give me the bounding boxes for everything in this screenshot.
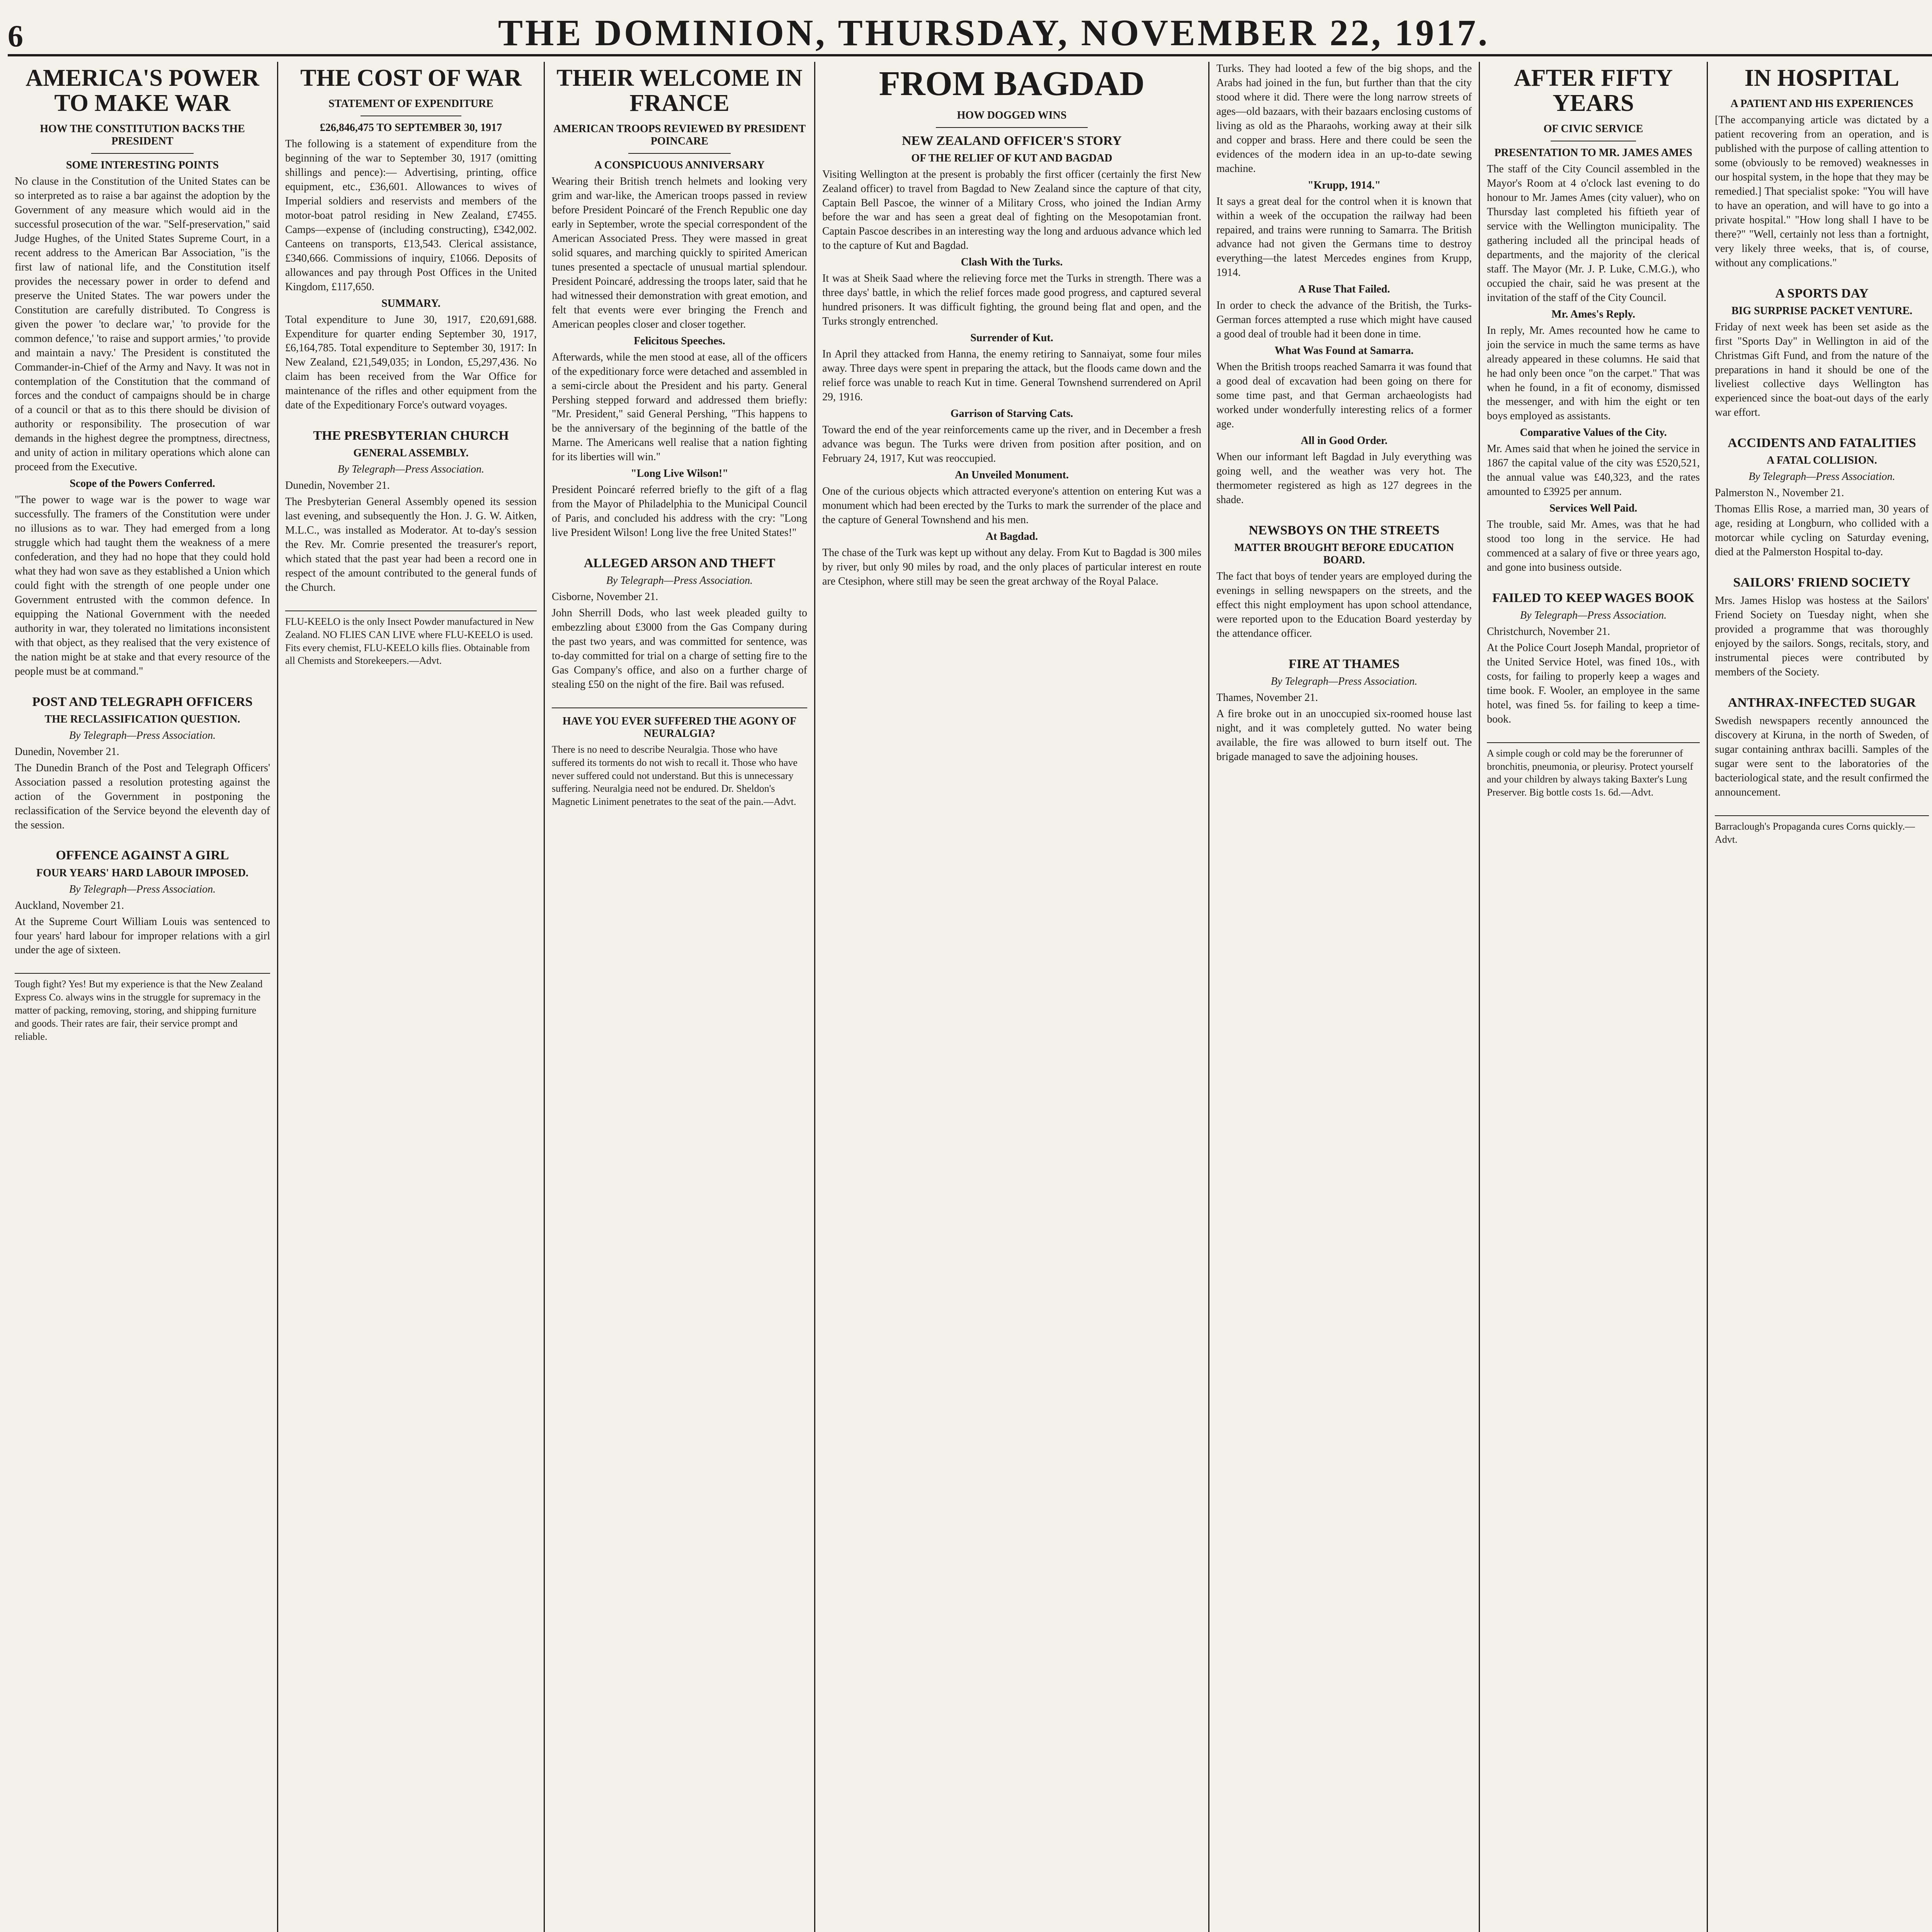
byline: By Telegraph—Press Association.	[1520, 609, 1667, 622]
byline: By Telegraph—Press Association.	[69, 729, 216, 742]
article-cost-of-war	[285, 66, 537, 413]
article-offence-against-girl	[15, 848, 270, 957]
article-body: Wearing their British trench helmets and looking very grim and war-like, the American troops passed in review before President Poincaré of the French Republic one day early in September, wrote the special correspondent of the American Associated Press. They were massed in great solid squares, and marching quickly to spirited American tunes presented a spectacle of unusual martial splendour. President Poincaré, addressing the troops later, said that he had witnessed their demonstration with great emotion, and felt that events were ever bringing the French and American peoples closer and closer together.	[552, 175, 807, 330]
subheadline: PRESENTATION TO MR. JAMES AMES	[1494, 147, 1692, 159]
headline: A SPORTS DAY	[1775, 286, 1869, 301]
advertisement: A simple cough or cold may be the forerunner of bronchitis, pneumonia, or pleurisy. Protect yourself and your children by always taking Baxter's Lung Preserver. Big bottle costs 1s. 6d.—Advt.	[1487, 742, 1700, 799]
headline: FAILED TO KEEP WAGES BOOK	[1492, 591, 1694, 605]
headline: AMERICA'S POWER TO MAKE WAR	[26, 65, 259, 117]
article-body: President Poincaré referred briefly to the gift of a flag from the Mayor of Philadelphia to the Municipal Council of Paris, and concluded his address with the cry: "Long live President Wilson! Long live the free United States!"	[552, 484, 807, 539]
column-5	[1209, 62, 1480, 1932]
subheadline: STATEMENT OF EXPENDITURE	[328, 98, 493, 110]
headline: NEWSBOYS ON THE STREETS	[1248, 523, 1440, 537]
headline: IN HOSPITAL	[1744, 65, 1900, 91]
column-6	[1480, 62, 1708, 1932]
headline: ALLEGED ARSON AND THEFT	[583, 556, 776, 571]
article-fire-at-thames	[1216, 656, 1472, 764]
section-heading: An Unveiled Monument.	[955, 469, 1069, 481]
section-heading: All in Good Order.	[1301, 434, 1388, 447]
article-in-hospital	[1715, 66, 1929, 270]
dateline: Dunedin, November 21.	[285, 480, 390, 492]
subheadline: NEW ZEALAND OFFICER'S STORY	[901, 133, 1122, 148]
article-body: In April they attacked from Hanna, the enemy retiring to Sannaiyat, some four miles away. Three days were spent in preparing the attack, but the floods came down and the relief force was unable to reach Kut in time. General Townshend surrendered on April 29, 1916.	[822, 348, 1201, 403]
article-body: It says a great deal for the control when it is known that within a week of the occupation the railway had been repaired, and trains were running to Samarra. The British advance had not given the Germans time to destroy everything—the latest Mercedes engines from Krupp, 1914.	[1216, 195, 1472, 279]
advertisement	[552, 707, 807, 808]
article-body: The Presbyterian General Assembly opened its session last evening, and subsequently the Hon. J. G. W. Aitken, M.L.C., was installed as Moderator. At to-day's session the Rev. Mr. Comrie presented the treasurer's report, which stated that the past year had been a record one in respect of the amount contributed to the general funds of the Church.	[285, 496, 537, 594]
subheadline: OF CIVIC SERVICE	[1543, 123, 1643, 135]
article-body: In reply, Mr. Ames recounted how he came to join the service in much the same terms as have already appeared in these columns. He said that he had only been once "on the carpet." That was when he found, in a fit of economy, dismissed the messenger, and with him the eight or ten boys employed as assistants.	[1487, 324, 1700, 422]
subheadline: BIG SURPRISE PACKET VENTURE.	[1731, 304, 1913, 317]
headline: AFTER FIFTY YEARS	[1514, 65, 1673, 117]
headline: POST AND TELEGRAPH OFFICERS	[32, 694, 253, 709]
article-body: "The power to wage war is the power to wage war successfully. The framers of the Constitution were under no illusions as to war. They had emerged from a long struggle which had taught them the weakness of a mere confederation, and they had no hope that they could hold what they had won save as they established a Union which could fight with the strength of one people under one Government entrusted with the common defence. In equipping the National Government with the needed authority in war, they tolerated no limitations inconsistent with that object, as they realised that the very existence of the nation might be at stake and that every resource of the people must be at command."	[15, 494, 270, 677]
subheadline: SOME INTERESTING POINTS	[66, 159, 219, 172]
advertisement-heading: HAVE YOU EVER SUFFERED THE AGONY OF NEURALGIA?	[562, 715, 797, 740]
column-2	[278, 62, 545, 1932]
subheadline: THE RECLASSIFICATION QUESTION.	[44, 713, 240, 725]
article-body: [The accompanying article was dictated by a patient recovering from an operation, and is published with the purpose of calling attention to some (obviously to be removed) weaknesses in our hospital system, in the hope that they may be remedied.] That specialist spoke: "You will have to have an operation, and will have to go into a private hospital." "How long shall I have to be there?" "Well, certainly not less than a fortnight, very likely three weeks, that is, of course, without any complications."	[1715, 114, 1929, 269]
headline: THE PRESBYTERIAN CHURCH	[313, 429, 509, 443]
advertisement: Tough fight? Yes! But my experience is that the New Zealand Express Co. always wins in the struggle for supremacy in the matter of packing, removing, storing, and shipping furniture and goods. Their rates are fair, their service prompt and reliable.	[15, 973, 270, 1043]
article-body: Mrs. James Hislop was hostess at the Sailors' Friend Society on Tuesday night, when she provided a programme that was thoroughly enjoyed by the sailors. Songs, recitals, story, and instrumental pieces were contributed by members of the Society.	[1715, 595, 1929, 679]
section-heading: Clash With the Turks.	[961, 256, 1063, 269]
byline: By Telegraph—Press Association.	[606, 575, 753, 587]
article-body: Total expenditure to June 30, 1917, £20,691,688. Expenditure for quarter ending September 30, 1917, £6,164,785. Total expenditure to September 30, 1917: In New Zealand, £21,549,035; in London, £5,297,436. No claim has been received from the War Office for maintenance of the rifles and other equipment from the date of the Expeditionary Force's outward voyages.	[285, 313, 537, 412]
divider	[628, 153, 730, 154]
column-4	[815, 62, 1209, 1932]
article-americas-power	[15, 66, 270, 679]
section-heading: Felicitous Speeches.	[634, 335, 725, 347]
dateline: Thames, November 21.	[1216, 691, 1318, 704]
subheadline: AMERICAN TROOPS REVIEWED BY PRESIDENT POINCARE	[553, 123, 806, 148]
article-anthrax-sugar	[1715, 695, 1929, 800]
section-heading: Comparative Values of the City.	[1520, 427, 1667, 439]
subheadline: HOW THE CONSTITUTION BACKS THE PRESIDENT	[40, 123, 245, 148]
subheadline: £26,846,475 TO SEPTEMBER 30, 1917	[320, 122, 502, 134]
article-body: A fire broke out in an unoccupied six-roomed house last night, and it was completely gutted. No water being available, the fire was allowed to burn itself out. The brigade managed to save the adjoining houses.	[1216, 707, 1472, 763]
subheadline: GENERAL ASSEMBLY.	[353, 447, 469, 459]
headline: FIRE AT THAMES	[1288, 656, 1400, 671]
article-body: At the Police Court Joseph Mandal, proprietor of the United Service Hotel, was fined 10s., with costs, for failing to properly keep a wages and time book. F. Wooler, an employee in the same hotel, was fined 5s. for failing to keep a time-book.	[1487, 642, 1700, 725]
article-body: John Sherrill Dods, who last week pleaded guilty to embezzling about £3000 from the Gas Company during the past two years, and was committed for sentence, was to-day committed for trial on a charge of setting fire to the Gas Company's office, and also on a further charge of stealing £50 on the night of the fire. Bail was refused.	[552, 607, 807, 690]
article-body: Turks. They had looted a few of the big shops, and the Arabs had joined in the fun, but further than that the city stood where it did. There were the long narrow streets of ages—old bazaars, with their bazaars enclosing customs of living as old as the Pharaohs, working away at their silk and copper and brass. Here and there could be seen the evidences of the modern idea in an up-to-date sewing machine.	[1216, 63, 1472, 175]
byline: By Telegraph—Press Association.	[69, 883, 216, 895]
divider	[936, 127, 1087, 128]
subheadline: A CONSPICUOUS ANNIVERSARY	[594, 159, 765, 172]
subheadline: A FATAL COLLISION.	[1767, 454, 1877, 467]
article-body: Thomas Ellis Rose, a married man, 30 years of age, residing at Longburn, who collided with a motorcar while cycling on Saturday evening, died at the Palmerston Hospital to-day.	[1715, 503, 1929, 558]
byline: By Telegraph—Press Association.	[1748, 471, 1895, 483]
column-1	[8, 62, 278, 1932]
section-heading: What Was Found at Samarra.	[1274, 345, 1414, 357]
headline: SAILORS' FRIEND SOCIETY	[1733, 575, 1911, 590]
advertisement-body: There is no need to describe Neuralgia. Those who have suffered its torments do not wish to recall it. Those who have never suffered could not understand. But this is unnecessary suffering. Neuralgia need not be endured. Dr. Sheldon's Magnetic Liniment penetrates to the seat of the pain.—Advt.	[552, 743, 798, 808]
headline: FROM BAGDAD	[879, 65, 1145, 103]
subheadline: MATTER BROUGHT BEFORE EDUCATION BOARD.	[1234, 541, 1454, 566]
masthead	[8, 8, 1932, 56]
advertisement: Barraclough's Propaganda cures Corns quickly.—Advt.	[1715, 815, 1929, 846]
dateline: Palmerston N., November 21.	[1715, 487, 1844, 499]
page-number: 6	[8, 19, 23, 53]
article-body: The trouble, said Mr. Ames, was that he had stood too long in the service. He had commenced at a salary of five or three years ago, and gone into business outside.	[1487, 519, 1700, 574]
article-body: One of the curious objects which attracted everyone's attention on entering Kut was a monument which had been erected by the Turks to mark the surrender of the place and the capture of General Townshend and his men.	[822, 485, 1201, 526]
headline: THE COST OF WAR	[300, 65, 522, 91]
dateline: Cisborne, November 21.	[552, 591, 658, 603]
headline: ACCIDENTS AND FATALITIES	[1728, 436, 1916, 451]
article-newsboys	[1216, 523, 1472, 641]
article-body: When the British troops reached Samarra it was found that a good deal of excavation had been going on there for some time past, and that German archaeologists had worked under wonderfully interesting relics of a former age.	[1216, 361, 1472, 430]
byline: By Telegraph—Press Association.	[1270, 675, 1418, 687]
article-body: It was at Sheik Saad where the relieving force met the Turks in strength. There was a three days' battle, in which the relief forces made good progress, and captured several hundred prisoners. It was difficult fighting, the ground being flat and open, and the Turks strongly entrenched.	[822, 272, 1201, 328]
article-body: No clause in the Constitution of the United States can be so interpreted as to raise a bar against the adoption by the Government of any measure which would aid in the successful prosecution of the war. "Self-preservation," said Judge Hughes, of the United States Supreme Court, in a recent address to the American Bar Association, "is the first law of national life, and the Constitution itself provides the necessary power in order to defend and preserve the United States. The war powers under the Constitution are carefully distributed. To Congress is given the power 'to declare war,' 'to provide for the common defence,' 'to raise and support armies,' 'to provide and maintain a navy.' The President is constituted the Commander-in-Chief of the Army and Navy. It was not in contemplation of the Constitution that the command of forces and the conduct of campaigns should be in charge of a council or that as to this there should be division of authority or responsibility. The prosecution of war demands in the highest degree the promptness, directness, and unity of action in military operations which alone can proceed from the Executive.	[15, 175, 270, 473]
section-heading: Surrender of Kut.	[970, 332, 1053, 344]
section-heading: Garrison of Starving Cats.	[950, 407, 1073, 420]
article-sports-day	[1715, 286, 1929, 420]
dateline: Dunedin, November 21.	[15, 745, 119, 758]
article-body: Visiting Wellington at the present is probably the first officer (certainly the first New Zealand officer) to travel from Bagdad to New Zealand since the capture of that city, Captain Bell Pascoe, the winner of a Military Cross, who joined the Indian Army before the war and has seen a great deal of fighting on the Mesopotamian front. Captain Pascoe describes in an interesting way the long and arduous advance which led to the capture of Kut and Bagdad.	[822, 168, 1201, 252]
masthead-title: THE DOMINION, THURSDAY, NOVEMBER 22, 1917.	[498, 12, 1490, 53]
headline: THEIR WELCOME IN FRANCE	[556, 65, 803, 117]
article-body: Swedish newspapers recently announced the discovery at Kiruna, in the north of Sweden, of sugar containing anthrax bacilli. Samples of the sugar were sent to the laboratories of the bacteriological state, and the result confirmed the announcement.	[1715, 715, 1929, 798]
article-presbyterian-church	[285, 428, 537, 595]
subheadline: FOUR YEARS' HARD LABOUR IMPOSED.	[36, 867, 248, 879]
article-failed-wages-book	[1487, 590, 1700, 727]
dateline: Christchurch, November 21.	[1487, 626, 1610, 638]
article-body: Toward the end of the year reinforcements came up the river, and in December a fresh advance was begun. The Turks were driven from position after position, and on February 24, 1917, Kut was reoccupied.	[822, 423, 1201, 464]
article-body: When our informant left Bagdad in July everything was going well, and the weather was very hot. The thermometer registered as high as 127 degrees in the shade.	[1216, 451, 1472, 506]
divider	[91, 153, 193, 154]
section-heading: A Ruse That Failed.	[1298, 283, 1390, 296]
article-body: The staff of the City Council assembled in the Mayor's Room at 4 o'clock last evening to do honour to Mr. James Ames (city valuer), who on Thursday last completed his fiftieth year of service with the Wellington municipality. The gathering included all the principal heads of departments, and the majority of the clerical staff. The Mayor (Mr. J. P. Luke, C.M.G.), who occupied the chair, said he was present at the invitation of the staff of the City Council.	[1487, 163, 1700, 304]
section-heading: Mr. Ames's Reply.	[1551, 308, 1635, 320]
column-3	[545, 62, 815, 1932]
section-heading: "Long Live Wilson!"	[631, 468, 728, 480]
article-from-bagdad-continued	[1216, 62, 1472, 507]
section-heading: At Bagdad.	[985, 530, 1038, 543]
article-body: Mr. Ames said that when he joined the service in 1867 the capital value of the city was £520,521, the annual value was £40,323, and the rates amounted to £3925 per annum.	[1487, 443, 1700, 498]
dateline: Auckland, November 21.	[15, 899, 124, 912]
section-heading: "Krupp, 1914."	[1307, 179, 1381, 191]
headline: ANTHRAX-INFECTED SUGAR	[1728, 696, 1916, 710]
article-body: The following is a statement of expenditure from the beginning of the war to September 30, 1917 (omitting shillings and pence):— Advertising, printing, office equipment, etc., £36,601. Allowances to wives of Imperial soldiers and reservists and members of the motor-boat patrol residing in New Zealand, £7455. Camps—expense of (including constructing), £342,002. Canteens on transports, £13,543. Clerical assistance, £340,666. Commissions of inquiry, £1066. Deposits of allowances and pay through Post Offices in the United Kingdom, £117,650.	[285, 138, 537, 293]
advertisement: FLU-KEELO is the only Insect Powder manufactured in New Zealand. NO FLIES CAN LIVE where FLU-KEELO is used. Fits every chemist, FLU-KEELO kills flies. Obtainable from all Chemists and Storekeepers.—Advt.	[285, 611, 537, 667]
article-alleged-arson	[552, 556, 807, 692]
article-body: The chase of the Turk was kept up without any delay. From Kut to Bagdad is 300 miles by river, but only 90 miles by road, and the only places of particular interest en route are Ctesiphon, where still may be seen the great archway of the Royal Palace.	[822, 546, 1201, 587]
byline: By Telegraph—Press Association.	[337, 463, 485, 476]
column-7	[1708, 62, 1932, 1932]
subheadline: A PATIENT AND HIS EXPERIENCES	[1730, 98, 1913, 110]
headline: OFFENCE AGAINST A GIRL	[56, 848, 229, 863]
section-heading: Scope of the Powers Conferred.	[70, 478, 215, 490]
article-body: The Dunedin Branch of the Post and Telegraph Officers' Association passed a resolution protesting against the action of the Government in postponing the reclassification of the Service beyond the eleventh day of the session.	[15, 762, 270, 831]
article-body: Friday of next week has been set aside as the first "Sports Day" in Wellington in aid of the Christmas Gift Fund, and from the nature of the preparations in hand it should be one of the liveliest collective days Wellington has experienced since the boat-out days of the early war effort.	[1715, 321, 1929, 419]
article-after-fifty-years	[1487, 66, 1700, 575]
article-welcome-in-france	[552, 66, 807, 540]
article-from-bagdad	[822, 66, 1201, 589]
subheadline: OF THE RELIEF OF KUT AND BAGDAD	[911, 152, 1112, 164]
article-body: In order to check the advance of the British, the Turks-German forces attempted a ruse which might have caused a good deal of trouble had it been done in time.	[1216, 299, 1472, 340]
article-accidents-fatalities	[1715, 435, 1929, 560]
article-body: Afterwards, while the men stood at ease, all of the officers of the expeditionary force were detached and assembled in a semi-circle about the President and his party. General Pershing stepped forward and addressed them briefly: "Mr. President," said General Pershing, "This happens to be the anniversary of the beginning of the battle of the Marne. The Americans well realise that a nation fighting for its liberties will win."	[552, 351, 807, 463]
subheadline: HOW DOGGED WINS	[957, 109, 1067, 121]
section-heading: Services Well Paid.	[1549, 502, 1638, 515]
article-body: At the Supreme Court William Louis was sentenced to four years' hard labour for improper relations with a girl under the age of sixteen.	[15, 915, 270, 956]
article-body: The fact that boys of tender years are employed during the evenings in selling newspapers on the streets, and the effect this night employment has upon school attendance, were reported upon to the Education Board yesterday by the attendance officer.	[1216, 570, 1472, 639]
article-post-telegraph	[15, 694, 270, 833]
section-heading: SUMMARY.	[381, 297, 440, 310]
article-sailors-friend	[1715, 575, 1929, 680]
